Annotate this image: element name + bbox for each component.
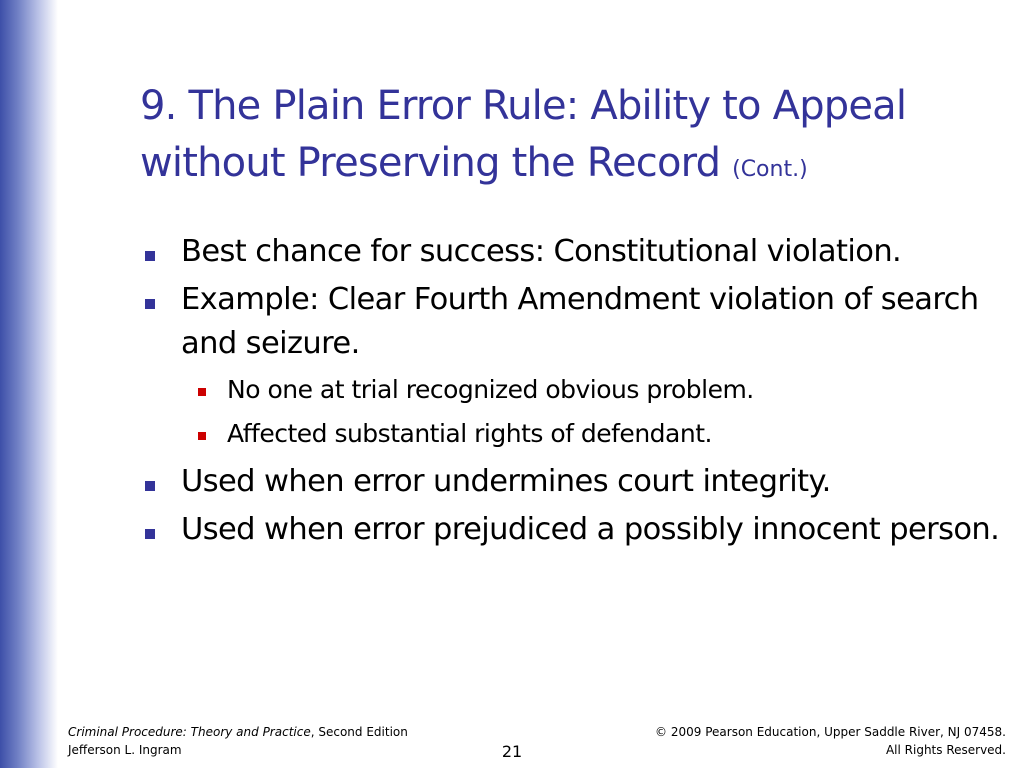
sub-bullet-text: No one at trial recognized obvious problem. [227, 375, 754, 404]
sub-bullet-item [181, 412, 1000, 456]
blue-square-bullet-icon [145, 529, 155, 539]
bullet-text: Best chance for success: Constitutional violation. [181, 234, 902, 269]
sub-bullet-text: Affected substantial rights of defendant. [227, 419, 712, 448]
slide-title-main: 9. The Plain Error Rule: Ability to Appeal without Preserving the Record [140, 83, 907, 186]
sub-bullet-list [181, 368, 1000, 456]
slide-title-suffix: (Cont.) [732, 157, 808, 182]
footer-author: Jefferson L. Ingram [68, 743, 182, 757]
sub-bullet-item [181, 368, 1000, 412]
red-square-bullet-icon [198, 388, 206, 396]
bullet-item [140, 230, 1000, 274]
blue-square-bullet-icon [145, 481, 155, 491]
blue-square-bullet-icon [145, 251, 155, 261]
footer-book-line [68, 723, 408, 741]
bullet-item [140, 278, 1000, 456]
footer-copyright-line: © 2009 Pearson Education, Upper Saddle River, NJ 07458. [655, 725, 1006, 739]
bullet-text: Example: Clear Fourth Amendment violation of search and seizure. [181, 282, 979, 361]
left-gradient-bar [0, 0, 58, 768]
red-square-bullet-icon [198, 432, 206, 440]
bullet-item [140, 508, 1000, 552]
bullet-text: Used when error undermines court integrity. [181, 464, 831, 499]
footer-book-title: Criminal Procedure: Theory and Practice [68, 725, 311, 739]
footer-rights-line: All Rights Reserved. [885, 743, 1006, 757]
bullet-text: Used when error prejudiced a possibly innocent person. [181, 512, 1000, 547]
page-number: 21 [501, 742, 523, 761]
bullet-list [140, 230, 1000, 556]
blue-square-bullet-icon [145, 299, 155, 309]
footer-citation [68, 723, 408, 759]
bullet-item [140, 460, 1000, 504]
slide-title [140, 78, 1000, 198]
footer-copyright [655, 723, 1006, 759]
footer-edition: , Second Edition [310, 725, 408, 739]
